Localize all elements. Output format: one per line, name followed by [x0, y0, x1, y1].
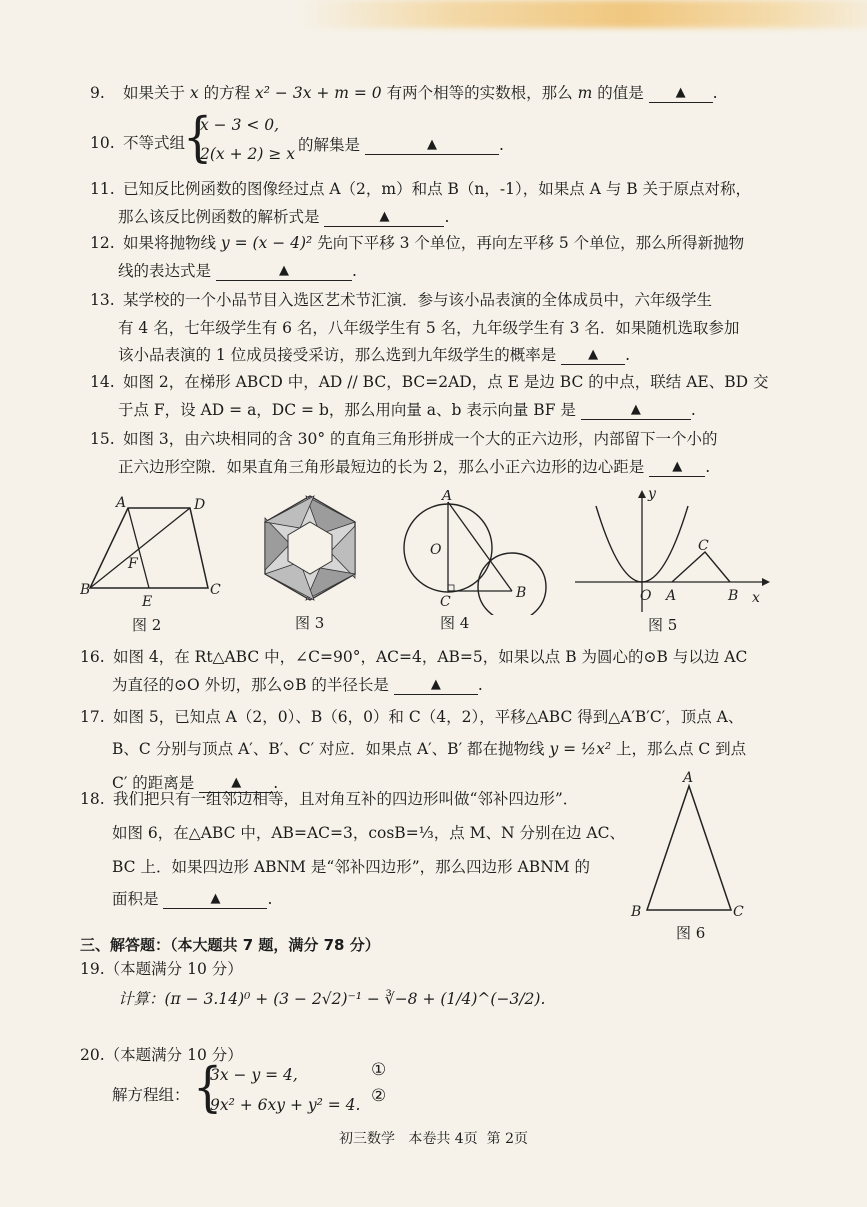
label-a: A: [666, 588, 677, 604]
question-text: 于点 F，设 AD = a，DC = b，那么用向量 a、b 表示向量 BF 是: [118, 401, 576, 419]
y-axis-arrow: [638, 490, 646, 498]
label-c: C: [210, 582, 221, 598]
figure-5: [575, 490, 770, 612]
label-o: O: [430, 542, 442, 558]
system-brace: {: [193, 1055, 223, 1119]
question-text: 那么该反比例函数的解析式是: [118, 208, 320, 226]
figure-6-caption: 图 6: [676, 924, 706, 942]
question-10-tail: [298, 138, 504, 157]
equation-2: 9x² + 6xy + y² = 4.: [210, 1096, 361, 1114]
equation-2-mark: ②: [371, 1086, 387, 1106]
question-number: 16.: [80, 648, 105, 666]
label-y: y: [648, 490, 656, 502]
system-brace: {: [183, 105, 213, 169]
label-f: F: [128, 556, 138, 572]
answer-blank: ▲: [561, 348, 625, 365]
figures-row: [80, 490, 780, 615]
period: .: [477, 676, 483, 694]
question-text: C′ 的距离是: [112, 774, 195, 792]
answer-blank: ▲: [163, 892, 267, 909]
question-text: 如图 4，在 Rt△ABC 中，∠C=90°，AC=4，AB=5，如果以点 B 为圆心的⊙B 与以边 AC: [112, 648, 748, 666]
question-number: 15.: [90, 430, 115, 448]
label-b: B: [516, 585, 527, 601]
figure-4-caption: 图 4: [440, 614, 470, 632]
footer-total-pages: 本卷共 4页: [408, 1131, 478, 1147]
question-13-line2: 有 4 名，七年级学生有 6 名，八年级学生有 5 名，九年级学生有 3 名．如果随机选取参加: [118, 319, 740, 337]
question-text: 如果将抛物线: [122, 234, 216, 252]
x-axis-arrow: [762, 578, 770, 586]
question-16: [80, 650, 747, 666]
equation: x² − 3x + m = 0: [255, 84, 382, 102]
question-14-line2: [118, 403, 696, 422]
question-16-line2: [112, 678, 483, 697]
question-number: 18.: [80, 790, 105, 808]
answer-blank: ▲: [365, 138, 499, 155]
period: .: [690, 401, 696, 419]
question-number: 17.: [80, 708, 105, 726]
figure-3-caption: 图 3: [295, 614, 325, 632]
figure-5-caption: 图 5: [648, 616, 678, 634]
figure-2-caption: 图 2: [132, 616, 162, 634]
trapezoid-abcd: [90, 508, 208, 588]
question-text: 不等式组: [122, 134, 185, 152]
question-19-expression: 计算：(π − 3.14)⁰ + (3 − 2√2)⁻¹ − ∛−8 + (1/4)^(−3/2).: [118, 990, 546, 1008]
label-c: C: [698, 538, 709, 554]
question-text: 先向下平移 3 个单位，再向左平移 5 个单位，那么所得新抛物: [317, 234, 745, 252]
question-text: 已知反比例函数的图像经过点 A（2，m）和点 B（n，-1），如果点 A 与 B 关于原点对称，: [122, 180, 752, 198]
question-number: 13.: [90, 291, 115, 309]
answer-blank: ▲: [394, 678, 478, 695]
question-13-line3: [118, 348, 630, 367]
question-text: 的值是: [597, 84, 644, 102]
question-14: [90, 375, 768, 391]
score-note: （本题满分 10 分）: [104, 960, 243, 978]
question-text: 如图 5，已知点 A（2，0）、B（6，0）和 C（4，2），平移△ABC 得到△A′B′C′，顶点 A、: [112, 708, 744, 726]
segment-bd: [90, 508, 190, 588]
score-note: （本题满分 10 分）: [104, 1046, 243, 1064]
triangle-abc: [647, 786, 731, 910]
answer-blank: ▲: [324, 210, 444, 227]
question-18-line3: BC 上．如果四边形 ABNM 是“邻补四边形”，那么四边形 ABNM 的: [112, 858, 591, 876]
label-a: A: [683, 770, 694, 786]
period: .: [705, 458, 711, 476]
figure-2: [80, 495, 221, 610]
period: .: [273, 774, 279, 792]
question-text: 为直径的⊙O 外切，那么⊙B 的半径长是: [112, 676, 389, 694]
period: .: [444, 208, 450, 226]
question-18-line2: 如图 6，在△ABC 中，AB=AC=3，cosB=⅓，点 M、N 分别在边 AC、: [112, 824, 625, 842]
period: .: [267, 890, 273, 908]
figure-6: [625, 768, 765, 928]
scan-glare: [300, 0, 867, 28]
question-12-line2: [118, 264, 357, 283]
question-text: 面积是: [112, 890, 159, 908]
question-text: 有两个相等的实数根，那么: [386, 84, 573, 102]
answer-blank: ▲: [649, 460, 705, 477]
period: .: [712, 84, 718, 102]
question-15-line2: [118, 460, 710, 479]
question-10: [90, 136, 185, 152]
answer-blank: ▲: [581, 403, 691, 420]
question-text: 的方程: [203, 84, 251, 102]
question-13: [90, 293, 712, 309]
question-9: [90, 86, 718, 105]
equation-1: 3x − y = 4,: [210, 1066, 298, 1084]
question-number: 12.: [90, 234, 115, 252]
equation: y = (x − 4)²: [220, 234, 313, 252]
answer-blank: ▲: [216, 264, 352, 281]
footer-page-number: 第 2页: [486, 1131, 528, 1147]
question-text: 如果关于: [122, 84, 185, 102]
label-c: C: [733, 904, 744, 920]
question-20-label: 解方程组：: [112, 1086, 190, 1104]
question-text: 正六边形空隙．如果直角三角形最短边的长为 2，那么小正六边形的边心距是: [118, 458, 645, 476]
inequality-1: x − 3 < 0,: [200, 116, 280, 134]
equation-1-mark: ①: [371, 1060, 387, 1080]
answer-blank: ▲: [199, 776, 273, 793]
question-number: 11.: [90, 180, 115, 198]
math-var: m: [577, 84, 593, 102]
question-number: 9.: [90, 84, 105, 102]
question-18: [80, 792, 578, 808]
question-text: 某学校的一个小品节目入选区艺术节汇演．参与该小品表演的全体成员中，六年级学生: [122, 291, 712, 309]
question-text: 的解集是: [298, 136, 361, 154]
label-b: B: [80, 582, 91, 598]
question-number: 10.: [90, 134, 115, 152]
label-x: x: [752, 590, 760, 606]
question-text: 如图 2，在梯形 ABCD 中，AD // BC，BC=2AD，点 E 是边 BC 的中点，联结 AE、BD 交: [122, 373, 769, 391]
question-number: 19.: [80, 960, 105, 978]
equation: y = ½x²: [549, 740, 612, 758]
answer-blank: ▲: [649, 86, 713, 103]
question-11: [90, 182, 751, 198]
triangle-abc: [672, 552, 730, 582]
page-footer: [0, 1128, 867, 1148]
question-text: 我们把只有一组邻边相等，且对角互补的四边形叫做“邻补四边形”．: [112, 790, 579, 808]
question-number: 20.: [80, 1046, 105, 1064]
question-11-line2: [118, 210, 449, 229]
question-17-line2: [112, 742, 746, 758]
label-d: D: [194, 497, 206, 513]
question-text: 该小品表演的 1 位成员接受采访，那么选到九年级学生的概率是: [118, 346, 557, 364]
question-text: 线的表达式是: [118, 262, 212, 280]
inequality-2: 2(x + 2) ≥ x: [200, 145, 295, 163]
period: .: [498, 136, 504, 154]
period: .: [351, 262, 357, 280]
footer-subject: 初三数学: [339, 1131, 395, 1147]
section-title: 三、解答题：（本大题共 7 题，满分 78 分）: [80, 936, 380, 954]
question-number: 14.: [90, 373, 115, 391]
segment-ae: [128, 508, 149, 588]
label-e: E: [142, 594, 153, 610]
label-b: B: [728, 588, 739, 604]
question-12: [90, 236, 744, 252]
right-angle-mark: [448, 585, 454, 591]
circle-b: [478, 553, 546, 615]
question-text: B、C 分别与顶点 A′、B′、C′ 对应．如果点 A′、B′ 都在抛物线: [112, 740, 545, 758]
figure-4: [404, 490, 546, 615]
period: .: [625, 346, 631, 364]
question-17: [80, 710, 743, 726]
question-text: 上，那么点 C 到点: [615, 740, 747, 758]
question-text: 如图 3，由六块相同的含 30° 的直角三角形拼成一个大的正六边形，内部留下一个小的: [122, 430, 718, 448]
figure-3: [265, 496, 355, 600]
label-c: C: [440, 594, 451, 610]
label-a: A: [116, 495, 127, 511]
question-19: [80, 962, 243, 978]
math-var: x: [189, 84, 199, 102]
question-18-line4: [112, 892, 272, 911]
label-a: A: [442, 490, 453, 504]
label-o: O: [640, 588, 652, 604]
label-b: B: [631, 904, 642, 920]
question-15: [90, 432, 718, 448]
